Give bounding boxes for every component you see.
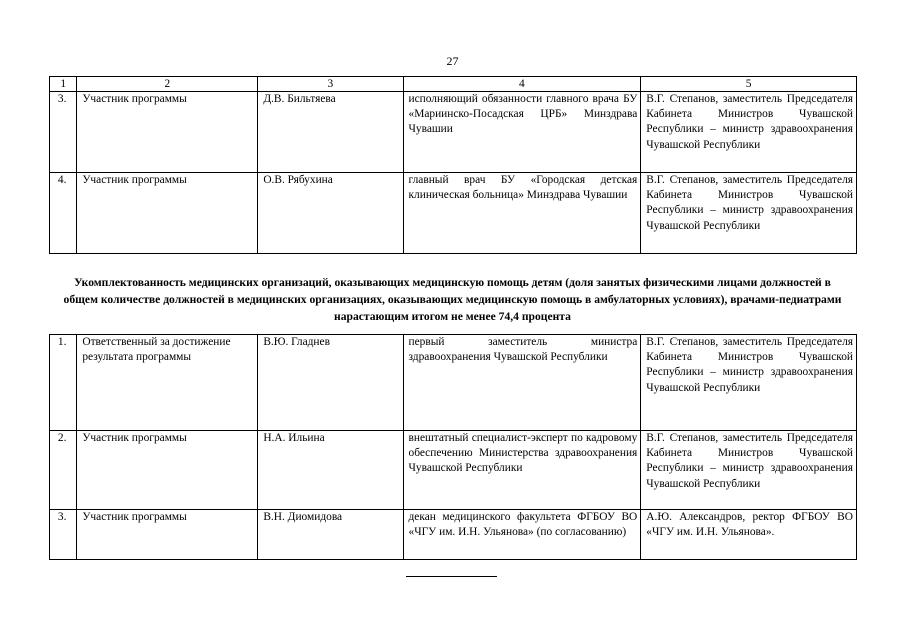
section-title: Укомплектованность медицинских организаций, оказывающих медицинскую помощь детям (доля занятых физическими лицами должностей в общем количестве должностей в медицинских организациях, оказывающих медицинскую помощь в амбулаторных условиях), врачами-педиатрами нарастающим итогом не менее 74,4 процента	[63, 276, 842, 323]
responsibility-table-1	[49, 76, 857, 254]
row-number: 1.	[50, 335, 77, 431]
column-header: 2	[77, 77, 258, 92]
row-number: 3.	[50, 92, 77, 173]
role-cell: Участник программы	[77, 431, 258, 510]
role-cell: Участник программы	[77, 173, 258, 254]
row-number: 2.	[50, 431, 77, 510]
position-cell: первый заместитель министра здравоохранения Чувашской Республики	[403, 335, 641, 431]
name-cell: Д.В. Бильтяева	[258, 92, 403, 173]
supervisor-cell: В.Г. Степанов, заместитель Председателя Кабинета Министров Чувашской Республики – министр здравоохранения Чувашской Республики	[641, 431, 857, 510]
name-cell: В.Н. Диомидова	[258, 510, 403, 560]
row-number: 4.	[50, 173, 77, 254]
supervisor-cell: В.Г. Степанов, заместитель Председателя Кабинета Министров Чувашской Республики – министр здравоохранения Чувашской Республики	[641, 92, 857, 173]
position-cell: главный врач БУ «Городская детская клиническая больница» Минздрава Чувашии	[403, 173, 641, 254]
column-header: 3	[258, 77, 403, 92]
table-row	[50, 431, 857, 510]
table-row	[50, 173, 857, 254]
supervisor-cell: В.Г. Степанов, заместитель Председателя Кабинета Министров Чувашской Республики – министр здравоохранения Чувашской Республики	[641, 335, 857, 431]
footnote-divider	[406, 576, 497, 577]
table-header-row	[50, 77, 857, 92]
name-cell: О.В. Рябухина	[258, 173, 403, 254]
column-header: 1	[50, 77, 77, 92]
position-cell: внештатный специалист-эксперт по кадровому обеспечению Министерства здравоохранения Чувашской Республики	[403, 431, 641, 510]
role-cell: Участник программы	[77, 510, 258, 560]
column-header: 4	[403, 77, 641, 92]
column-header: 5	[641, 77, 857, 92]
position-cell: декан медицинского факультета ФГБОУ ВО «ЧГУ им. И.Н. Ульянова» (по согласованию)	[403, 510, 641, 560]
table-row	[50, 335, 857, 431]
page-number: 27	[446, 54, 459, 68]
responsibility-table-2	[49, 334, 857, 560]
role-cell: Ответственный за достижение результата программы	[77, 335, 258, 431]
table-row	[50, 92, 857, 173]
name-cell: Н.А. Ильина	[258, 431, 403, 510]
supervisor-cell: В.Г. Степанов, заместитель Председателя Кабинета Министров Чувашской Республики – министр здравоохранения Чувашской Республики	[641, 173, 857, 254]
row-number: 3.	[50, 510, 77, 560]
supervisor-cell: А.Ю. Александров, ректор ФГБОУ ВО «ЧГУ им. И.Н. Ульянова».	[641, 510, 857, 560]
role-cell: Участник программы	[77, 92, 258, 173]
name-cell: В.Ю. Гладнев	[258, 335, 403, 431]
table-row	[50, 510, 857, 560]
position-cell: исполняющий обязанности главного врача БУ «Мариинско-Посадская ЦРБ» Минздрава Чувашии	[403, 92, 641, 173]
